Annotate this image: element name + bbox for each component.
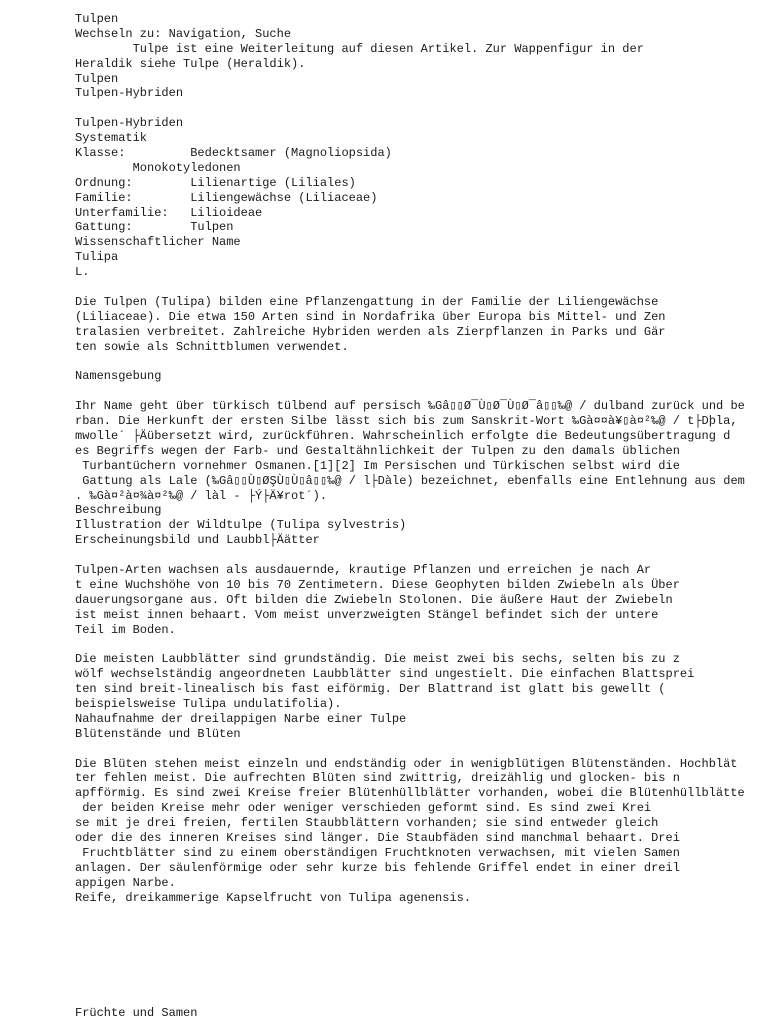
text-line xyxy=(75,742,768,757)
text-line xyxy=(75,637,768,652)
text-line: beispielsweise Tulipa undulatifolia). xyxy=(75,696,342,711)
text-line: Klasse: Bedecktsamer (Magnoliopsida) xyxy=(75,146,392,161)
text-line: Blütenstände und Blüten xyxy=(75,726,241,741)
text-line: Familie: Liliengewächse (Liliaceae) xyxy=(75,190,378,205)
text-line: Wechseln zu: Navigation, Suche xyxy=(75,26,292,41)
text-line xyxy=(75,101,768,116)
text-line: ten sind breit-linealisch bis fast eiförmig. Der Blattrand ist glatt bis gewellt ( xyxy=(75,682,666,697)
text-line: dauerungsorgane aus. Oft bilden die Zwiebeln Stolonen. Die äußere Haut der Zwiebeln xyxy=(75,592,673,607)
text-line: Namensgebung xyxy=(75,369,162,384)
text-line: Teil im Boden. xyxy=(75,622,176,637)
text-line: Reife, dreikammerige Kapselfrucht von Tulipa agenensis. xyxy=(75,890,472,905)
text-line: Tulpen-Arten wachsen als ausdauernde, krautige Pflanzen und erreichen je nach Ar xyxy=(75,562,652,577)
text-line: Gattung: Tulpen xyxy=(75,220,234,235)
text-line: der beiden Kreise mehr oder weniger verschieden geformt sind. Es sind zwei Krei xyxy=(75,801,652,816)
text-line: Illustration der Wildtulpe (Tulipa sylvestris) xyxy=(75,518,407,533)
text-line: oder die des inneren Kreises sind länger. Die Staubfäden sind manchmal behaart. Drei xyxy=(75,830,680,845)
section-heading-fruechte-und-samen: Früchte und Samen xyxy=(75,1006,198,1020)
text-line: wölf wechselständig angeordneten Laubblätter sind ungestielt. Die einfachen Blattsprei xyxy=(75,667,695,682)
document-body xyxy=(75,12,768,905)
text-line: Unterfamilie: Lilioideae xyxy=(75,205,263,220)
text-line: Tulpe ist eine Weiterleitung auf diesen Artikel. Zur Wappenfigur in der xyxy=(75,41,644,56)
text-line: Gattung als Lale (‰Gâ▯▯Ù▯ØŞÙ▯Ù▯â▯▯‰@ / l├Dàle) bezeichnet, ebenfalls eine Entlehnung aus dem xyxy=(75,473,745,488)
text-line: Die Blüten stehen meist einzeln und endständig oder in wenigblütigen Blütenständen. Hochblät xyxy=(75,756,738,771)
text-line: ten sowie als Schnittblumen verwendet. xyxy=(75,339,349,354)
text-line: Systematik xyxy=(75,131,148,146)
text-line: L. xyxy=(75,265,90,280)
text-line: ter fehlen meist. Die aufrechten Blüten sind zwittrig, dreizählig und glocken- bis n xyxy=(75,771,680,786)
text-line: Tulpen-Hybriden xyxy=(75,86,184,101)
text-line: ist meist innen behaart. Vom meist unverzweigten Stängel befindet sich der untere xyxy=(75,607,659,622)
text-line xyxy=(75,280,768,295)
text-line: es Begriffs wegen der Farb- und Gestaltähnlichkeit der Tulpen zu den damals üblichen xyxy=(75,443,680,458)
text-line: (Liliaceae). Die etwa 150 Arten sind in Nordafrika über Europa bis Mittel- und Zen xyxy=(75,309,666,324)
text-line: Die meisten Laubblätter sind grundständig. Die meist zwei bis sechs, selten bis zu z xyxy=(75,652,680,667)
text-line: Die Tulpen (Tulipa) bilden eine Pflanzengattung in der Familie der Liliengewächse xyxy=(75,294,659,309)
text-line: . ‰Gà¤²à¤¾à¤²‰@ / làl - ├Ý├Ä¥rot´). xyxy=(75,488,328,503)
text-line: Tulpen xyxy=(75,71,119,86)
text-line: Wissenschaftlicher Name xyxy=(75,235,241,250)
text-line: t eine Wuchshöhe von 10 bis 70 Zentimetern. Diese Geophyten bilden Zwiebeln als Über xyxy=(75,577,680,592)
text-line: Tulpen-Hybriden xyxy=(75,116,184,131)
text-line: Erscheinungsbild und Laubbl├Äätter xyxy=(75,533,320,548)
text-line: tralasien verbreitet. Zahlreiche Hybriden werden als Zierpflanzen in Parks und Gär xyxy=(75,324,666,339)
text-line: Ihr Name geht über türkisch tülbend auf persisch ‰Gâ▯▯Ø¯Ù▯Ø¯Ù▯Ø¯â▯▯‰@ / dulband zurück und be xyxy=(75,399,745,414)
text-line: mwolle´ ├Äübersetzt wird, zurückführen. Wahrscheinlich erfolgte die Bedeutungsübertragung d xyxy=(75,428,731,443)
text-line: rban. Die Herkunft der ersten Silbe lässt sich bis zum Sanskrit-Wort ‰Gà¤¤à¥▯à¤²‰@ / t├Dþla, xyxy=(75,414,738,429)
text-line: Nahaufnahme der dreilappigen Narbe einer Tulpe xyxy=(75,711,407,726)
text-line: Turbantüchern vornehmer Osmanen.[1][2] Im Persischen und Türkischen selbst wird die xyxy=(75,458,680,473)
text-line: Ordnung: Lilienartige (Liliales) xyxy=(75,175,356,190)
text-line xyxy=(75,384,768,399)
text-line: Tulpen xyxy=(75,12,119,26)
text-line: se mit je drei freien, fertilen Staubblättern vorhanden; sie sind entweder gleich xyxy=(75,816,659,831)
text-line: Monokotyledonen xyxy=(75,160,241,175)
text-line xyxy=(75,354,768,369)
text-line: Heraldik siehe Tulpe (Heraldik). xyxy=(75,56,306,71)
text-line: Tulipa xyxy=(75,250,119,265)
text-line xyxy=(75,548,768,563)
text-line: appigen Narbe. xyxy=(75,875,176,890)
text-line: Beschreibung xyxy=(75,503,162,518)
text-line: apfförmig. Es sind zwei Kreise freier Blütenhüllblätter vorhanden, wobei die Blütenhüllblätte xyxy=(75,786,745,801)
text-line: Fruchtblätter sind zu einem oberständigen Fruchtknoten verwachsen, mit vielen Samen xyxy=(75,845,680,860)
text-line: anlagen. Der säulenförmige oder sehr kurze bis fehlende Griffel endet in einer dreil xyxy=(75,860,680,875)
